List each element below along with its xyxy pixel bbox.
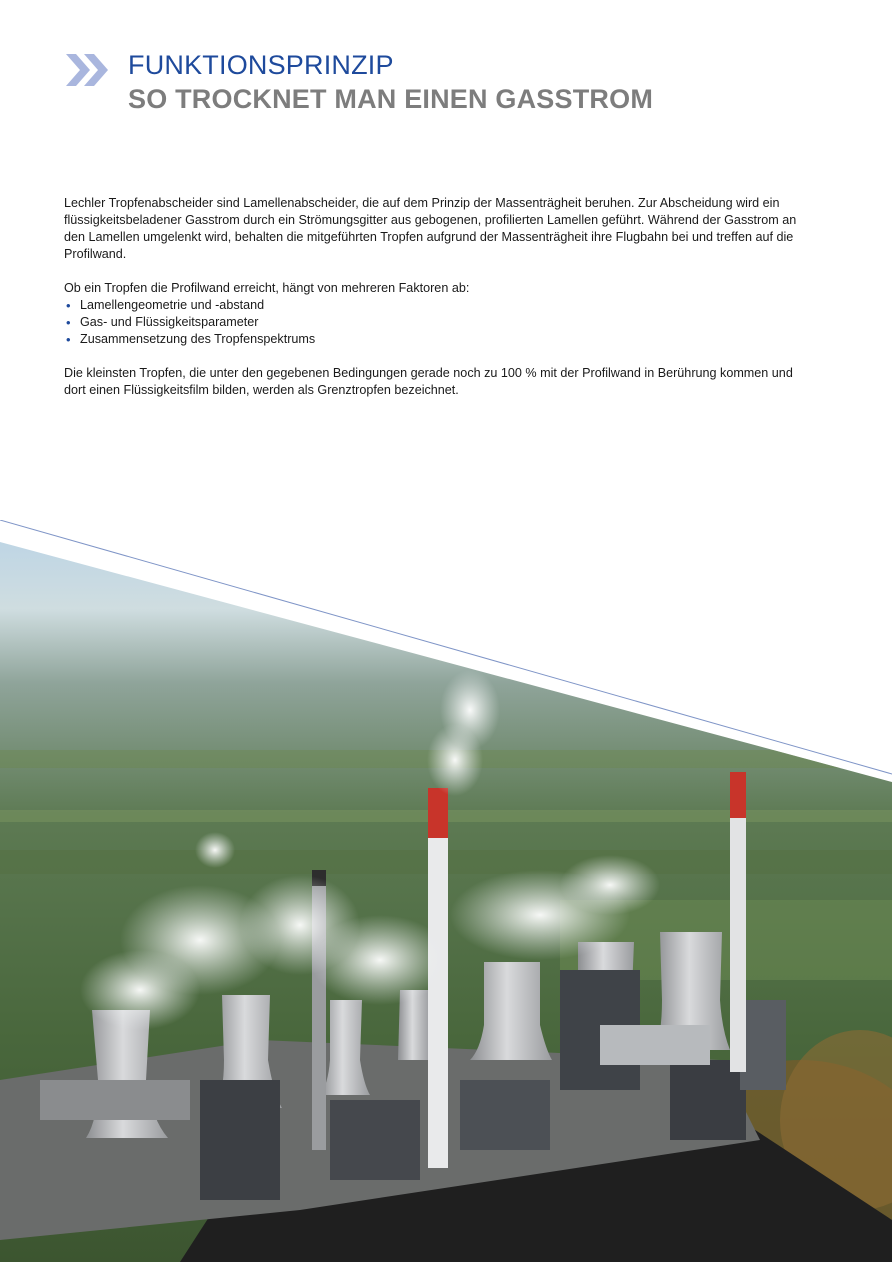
intro-paragraph: Lechler Tropfenabscheider sind Lamellenabscheider, die auf dem Prinzip der Massenträgheit beruhen. Zur Abscheidung wird ein flüssigkeitsbeladener Gasstrom durch ein Strömungsgitter aus gebogenen, profilierten Lamellen geführt. Während der Gasstrom an den Lamellen umgelenkt wird, behalten die mitgeführten Tropfen aufgrund der Massenträgheit ihre Flugbahn bei und treffen auf die Profilwand.	[64, 196, 797, 261]
double-chevron-right-icon	[64, 52, 112, 88]
page-subtitle: SO TROCKNET MAN EINEN GASSTROM	[128, 84, 654, 114]
factors-list	[64, 297, 804, 348]
list-item: • Gas- und Flüssigkeitsparameter	[66, 315, 259, 330]
page-title: FUNKTIONSPRINZIP	[128, 50, 394, 80]
bullet-icon: •	[66, 298, 71, 313]
factors-intro: Ob ein Tropfen die Profilwand erreicht, hängt von mehreren Faktoren ab:	[64, 281, 470, 295]
list-item: • Zusammensetzung des Tropfenspektrums	[66, 332, 316, 347]
power-plant-aerial-photo	[0, 520, 892, 1262]
list-item: • Lamellengeometrie und -abstand	[66, 298, 265, 313]
conclusion-paragraph: Die kleinsten Tropfen, die unter den gegebenen Bedingungen gerade noch zu 100 % mit der Profilwand in Berührung kommen und dort einen Flüssigkeitsfilm bilden, werden als Grenztropfen bezeichnet.	[64, 366, 793, 397]
bullet-icon: •	[66, 315, 71, 330]
bullet-icon: •	[66, 332, 71, 347]
body-text	[64, 195, 804, 416]
